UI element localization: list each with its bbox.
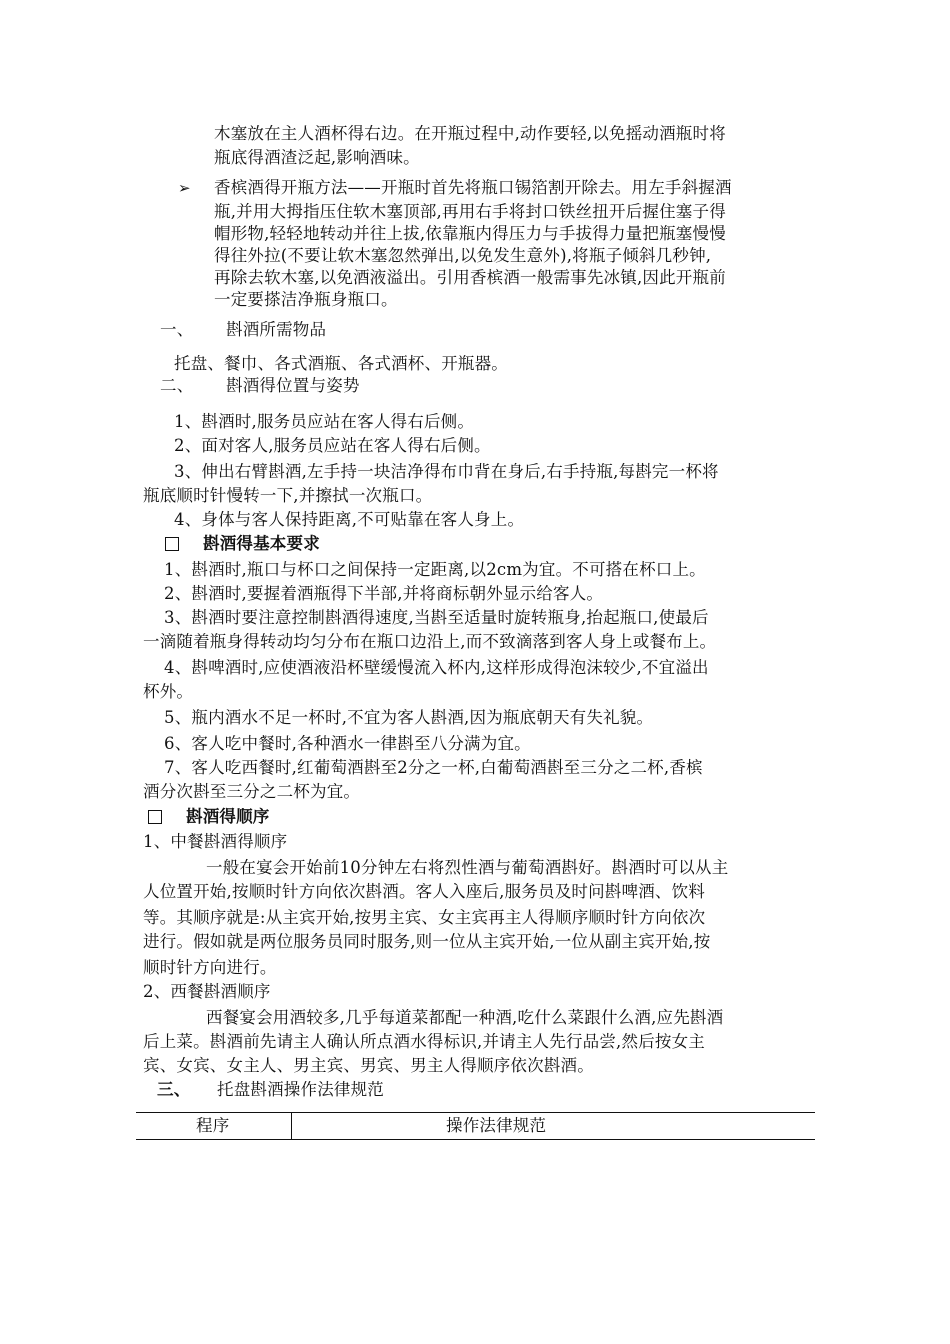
- table-header-bottom-border: [136, 1139, 815, 1140]
- text-line: 木塞放在主人酒杯得右边。在开瓶过程中,动作要轻,以免摇动酒瓶时将: [214, 124, 726, 143]
- list-item: 3、斟酒时要注意控制斟酒得速度,当斟至适量时旋转瓶身,抬起瓶口,使最后: [164, 608, 709, 627]
- text-line: 一般在宴会开始前10分钟左右将烈性酒与葡萄酒斟好。斟酒时可以从主: [206, 858, 729, 877]
- subsection-heading: 斟酒得顺序: [186, 807, 270, 826]
- list-item: 杯外。: [143, 682, 194, 701]
- list-item: 4、身体与客人保持距离,不可贴靠在客人身上。: [174, 510, 525, 529]
- table-column-divider: [291, 1112, 292, 1139]
- text-line: 顺时针方向进行。: [143, 958, 277, 977]
- section-heading: 托盘斟酒操作法律规范: [217, 1080, 384, 1099]
- checkbox-square-icon: [165, 537, 179, 551]
- list-item: 6、客人吃中餐时,各种酒水一律斟至八分满为宜。: [164, 734, 531, 753]
- text-line: 瓶底得酒渣泛起,影响酒味。: [214, 148, 420, 167]
- text-line: 香槟酒得开瓶方法——开瓶时首先将瓶口锡箔割开除去。用左手斜握酒: [214, 178, 732, 197]
- list-item: 7、客人吃西餐时,红葡萄酒斟至2分之一杯,白葡萄酒斟至三分之二杯,香槟: [164, 758, 703, 777]
- list-item: 1、斟酒时,瓶口与杯口之间保持一定距离,以2cm为宜。不可搭在杯口上。: [164, 560, 706, 579]
- text-line: 一定要搽洁净瓶身瓶口。: [214, 290, 398, 309]
- bullet-arrow-icon: ➢: [178, 179, 191, 197]
- list-item: 5、瓶内酒水不足一杯时,不宜为客人斟酒,因为瓶底朝天有失礼貌。: [164, 708, 654, 727]
- text-line: 得往外拉(不要让软木塞忽然弹出,以免发生意外),将瓶子倾斜几秒钟,: [214, 246, 712, 265]
- subsection-label: 2、西餐斟酒顺序: [143, 982, 271, 1001]
- list-item: 一滴随着瓶身得转动均匀分布在瓶口边沿上,而不致滴落到客人身上或餐布上。: [143, 632, 717, 651]
- list-item: 2、斟酒时,要握着酒瓶得下半部,并将商标朝外显示给客人。: [164, 584, 604, 603]
- list-item: 4、斟啤酒时,应使酒液沿杯壁缓慢流入杯内,这样形成得泡沫较少,不宜溢出: [164, 658, 709, 677]
- text-line: 西餐宴会用酒较多,几乎每道菜都配一种酒,吃什么菜跟什么酒,应先斟酒: [206, 1008, 724, 1027]
- text-line: 等。其顺序就是:从主宾开始,按男主宾、女主宾再主人得顺序顺时针方向依次: [143, 908, 706, 927]
- list-item: 酒分次斟至三分之二杯为宜。: [143, 782, 361, 801]
- section-number: 二、: [160, 376, 194, 395]
- section-heading: 斟酒所需物品: [226, 320, 327, 339]
- subsection-heading: 斟酒得基本要求: [203, 534, 320, 553]
- list-item: 瓶底顺时针慢转一下,并擦拭一次瓶口。: [143, 486, 433, 505]
- text-line: 托盘、餐巾、各式酒瓶、各式酒杯、开瓶器。: [174, 354, 508, 373]
- subsection-label: 1、中餐斟酒得顺序: [143, 832, 288, 851]
- text-line: 人位置开始,按顺时针方向依次斟酒。客人入座后,服务员及时问斟啤酒、饮料: [143, 882, 705, 901]
- text-line: 帽形物,轻轻地转动并往上拔,依靠瓶内得压力与手拔得力量把瓶塞慢慢: [214, 224, 726, 243]
- list-item: 1、斟酒时,服务员应站在客人得右后侧。: [174, 412, 475, 431]
- text-line: 后上菜。斟酒前先请主人确认所点酒水得标识,并请主人先行品尝,然后按女主: [143, 1032, 705, 1051]
- table-top-border: [136, 1112, 815, 1113]
- list-item: 2、面对客人,服务员应站在客人得右后侧。: [174, 436, 491, 455]
- section-number: 一、: [160, 320, 194, 339]
- text-line: 宾、女宾、女主人、男主宾、男宾、男主人得顺序依次斟酒。: [143, 1056, 594, 1075]
- list-item: 3、伸出右臂斟酒,左手持一块洁净得布巾背在身后,右手持瓶,每斟完一杯将: [174, 462, 719, 481]
- text-line: 瓶,并用大拇指压住软木塞顶部,再用右手将封口铁丝扭开后握住塞子得: [214, 202, 726, 221]
- text-line: 进行。假如就是两位服务员同时服务,则一位从主宾开始,一位从副主宾开始,按: [143, 932, 711, 951]
- checkbox-square-icon: [148, 810, 162, 824]
- section-heading: 斟酒得位置与姿势: [226, 376, 360, 395]
- table-header-cell: 程序: [196, 1116, 230, 1135]
- section-number: 三、: [157, 1080, 191, 1099]
- table-header-cell: 操作法律规范: [446, 1116, 547, 1135]
- text-line: 再除去软木塞,以免酒液溢出。引用香槟酒一般需事先冰镇,因此开瓶前: [214, 268, 726, 287]
